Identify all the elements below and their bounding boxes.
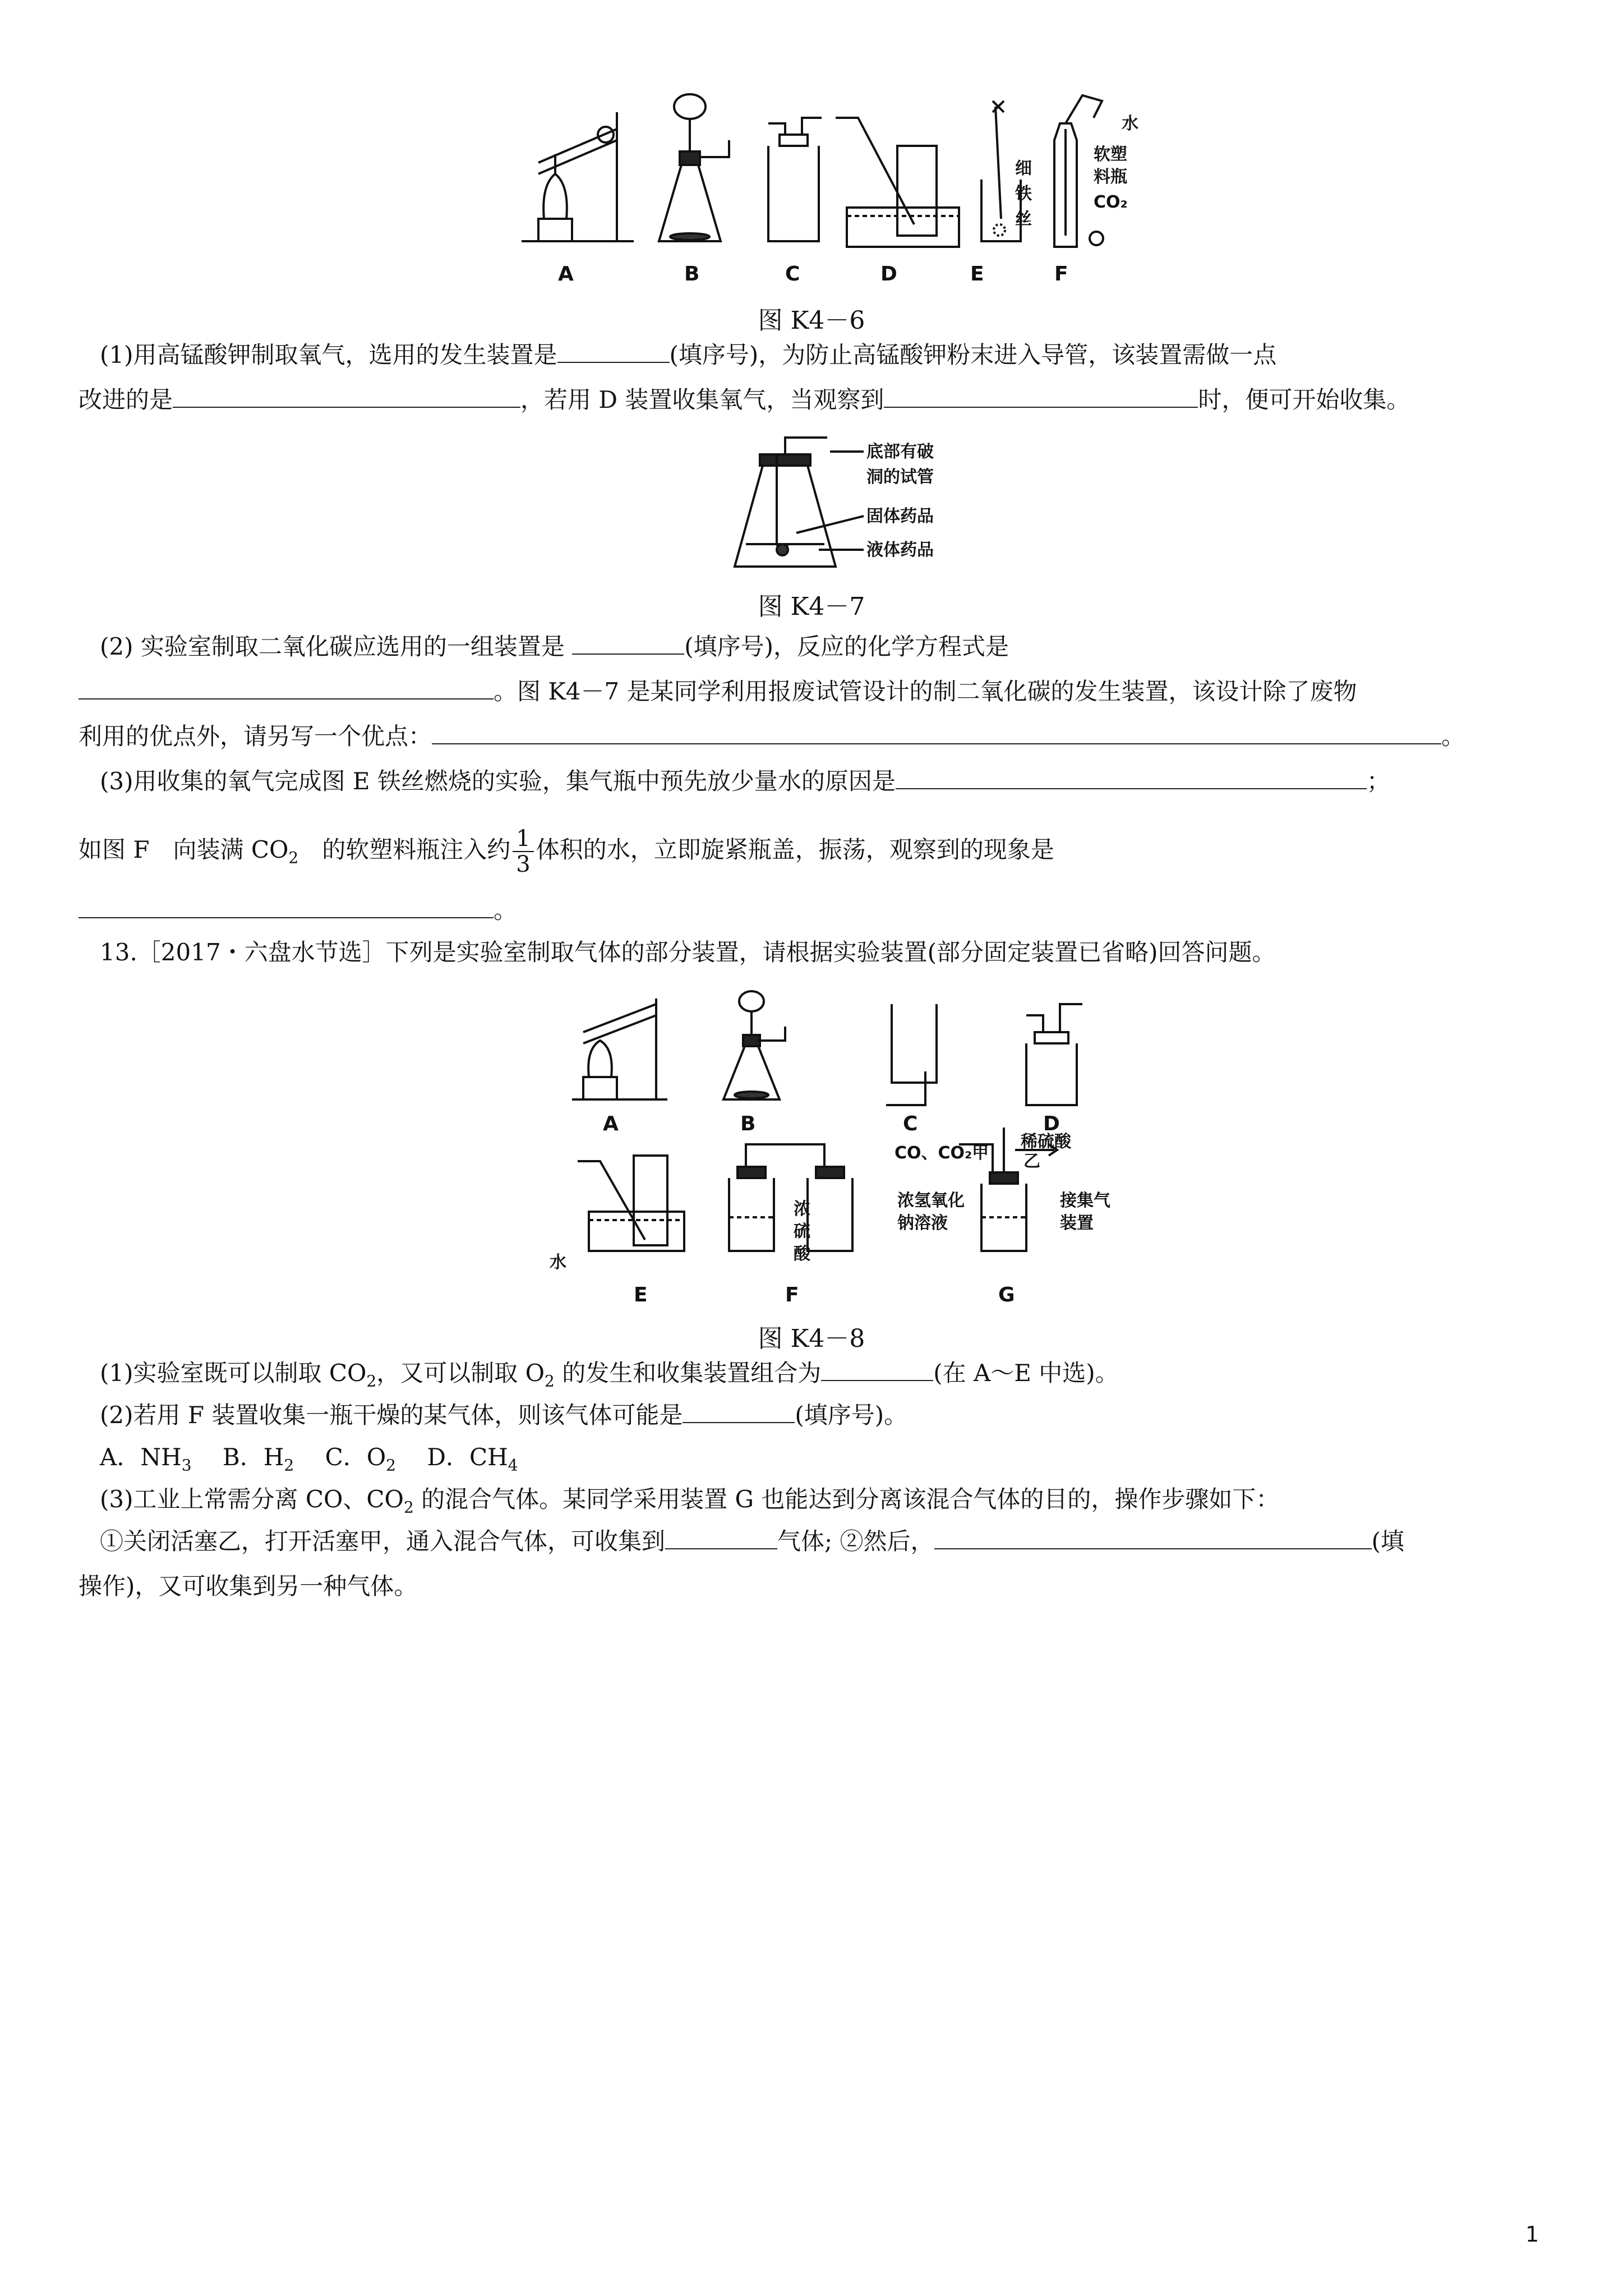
q13-steps-line2: 操作)，又可收集到另一种气体。 (79, 1572, 418, 1600)
fig2-annot-c: 液体药品 (866, 540, 934, 560)
q13-2: (2)若用 F 装置收集一瓶干燥的某气体，则该气体可能是 (填序号)。 (100, 1401, 908, 1429)
fig3-collect-1: 接集气 (1060, 1191, 1110, 1211)
apparatus-e (578, 1156, 684, 1251)
fig3-naoh-1: 浓氢氧化 (897, 1191, 965, 1211)
q12-3-line1: (3)用收集的氧气完成图 E 铁丝燃烧的实验，集气瓶中预先放少量水的原因是 ； (100, 767, 1390, 795)
fig3-yi: 乙 (1023, 1152, 1040, 1171)
fig1-co2: CO₂ (1094, 192, 1128, 212)
fig3-caption: 图 K4－8 (758, 1324, 865, 1353)
q13-steps-line1: ①关闭活塞乙，打开活塞甲，通入混合气体，可收集到 气体; ②然后， (填 (100, 1527, 1404, 1555)
fraction-one-third: $\frac{1}{3}$ (513, 826, 533, 877)
answer-blank[interactable] (79, 677, 494, 700)
fig1-label-b: B (684, 263, 700, 286)
q12-2-line1: (2) 实验室制取二氧化碳应选用的一组装置是 (填序号)，反应的化学方程式是 (100, 633, 1009, 660)
fig3-acid-2: 硫 (794, 1222, 810, 1241)
answer-blank[interactable] (557, 341, 670, 363)
apparatus-b (723, 991, 785, 1099)
fig3-acid-1: 浓 (794, 1199, 810, 1219)
fig1-caption: 图 K4－6 (758, 306, 865, 335)
answer-blank[interactable] (821, 1359, 933, 1381)
option-d[interactable]: D．$CH_4$ (427, 1443, 518, 1475)
answer-blank[interactable] (934, 1527, 1372, 1549)
answer-blank[interactable] (683, 1401, 795, 1423)
figure-k4-7 (729, 432, 987, 578)
option-b[interactable]: B．$H_2$ (222, 1443, 294, 1475)
answer-blank[interactable] (79, 896, 494, 918)
fig3-water: 水 (550, 1253, 566, 1272)
apparatus-b (659, 94, 729, 241)
q12-2-line3: 利用的优点外，请另写一个优点： 。 (79, 723, 1465, 750)
q12-1-line1: (1)用高锰酸钾制取氧气，选用的发生装置是 (填序号)，为防止高锰酸钾粉末进入导管，该装置需做一点 (100, 341, 1277, 369)
q13-options (100, 1442, 518, 1481)
fig1-iron-3: 丝 (1015, 209, 1032, 229)
fig3-label-g: G (998, 1283, 1015, 1306)
apparatus-a (572, 999, 667, 1099)
apparatus-c (886, 1004, 937, 1105)
q13-intro: 13.［2017・六盘水节选］下列是实验室制取气体的部分装置，请根据实验装置(部分固定装置已省略)回答问题。 (100, 938, 1276, 966)
q12-3-line2: 如图 F 向装满 $CO_2$ 的软塑料瓶注入约 $\frac{1}{3}$ 体积的水，立即旋紧瓶盖，振荡，观察到的现象是 (79, 826, 1054, 877)
apparatus-d (836, 118, 959, 247)
answer-blank[interactable] (572, 632, 684, 655)
fig3-gas: CO、CO₂甲 (895, 1143, 989, 1163)
fig1-label-c: C (785, 263, 800, 286)
option-a[interactable]: A．$NH_3$ (100, 1443, 192, 1475)
q12-3-line3: 。 (79, 895, 517, 926)
figure-k4-6 (522, 90, 1155, 292)
fig1-iron-1: 细 (1015, 159, 1032, 178)
apparatus-d (1026, 1004, 1082, 1105)
apparatus-c (768, 118, 822, 241)
q12-1-line2: 改进的是 ，若用 D 装置收集氧气，当观察到 时，便可开始收集。 (79, 386, 1410, 413)
fig1-label-e: E (970, 263, 984, 286)
option-c[interactable]: C．$O_2$ (325, 1443, 396, 1475)
q13-3: (3)工业上常需分离 CO、$CO_2$ 的混合气体。某同学采用装置 G 也能达到分离该混合气体的目的，操作步骤如下： (100, 1485, 1280, 1517)
apparatus-f (729, 1144, 852, 1251)
fig3-label-f: F (785, 1283, 799, 1306)
q12-2-line2: 。图 K4－7 是某同学利用报废试管设计的制二氧化碳的发生装置，该设计除了废物 (79, 676, 1357, 707)
fig3-label-a: A (603, 1112, 619, 1135)
answer-blank[interactable] (665, 1527, 777, 1549)
fig3-naoh-2: 钠溶液 (897, 1213, 948, 1233)
fig3-acid-3: 酸 (794, 1244, 810, 1264)
page-number: 1 (1525, 2222, 1539, 2247)
fig3-collect-2: 装置 (1060, 1213, 1094, 1233)
figure-k4-8 (550, 987, 1122, 1324)
answer-blank[interactable] (896, 767, 1367, 789)
answer-blank[interactable] (173, 385, 520, 408)
fig2-caption: 图 K4－7 (758, 592, 865, 621)
fig1-water: 水 (1122, 114, 1138, 134)
fig2-annot-a2: 洞的试管 (866, 467, 934, 487)
fig1-iron-2: 铁 (1015, 184, 1032, 204)
fig1-label-f: F (1054, 263, 1068, 286)
fig2-annot-b: 固体药品 (866, 507, 934, 526)
fig3-dilute: 稀硫酸 (1021, 1132, 1071, 1152)
fig1-label-d: D (880, 263, 897, 286)
fig3-label-c: C (903, 1112, 918, 1135)
fig2-annot-a1: 底部有破 (866, 442, 934, 462)
q13-1: (1)实验室既可以制取 $CO_2$，又可以制取 $O_2$ 的发生和收集装置组合为 (在 A～E 中选)。 (100, 1359, 1119, 1391)
apparatus-a (522, 112, 634, 241)
answer-blank[interactable] (884, 385, 1198, 408)
fig1-bottle-2: 料瓶 (1094, 167, 1127, 187)
fig1-label-a: A (558, 263, 574, 286)
fig1-bottle-1: 软塑 (1094, 145, 1127, 164)
answer-blank[interactable] (432, 722, 1441, 744)
fig3-label-b: B (740, 1112, 756, 1135)
fig3-label-e: E (634, 1283, 648, 1306)
fig3-label-d: D (1043, 1112, 1060, 1135)
